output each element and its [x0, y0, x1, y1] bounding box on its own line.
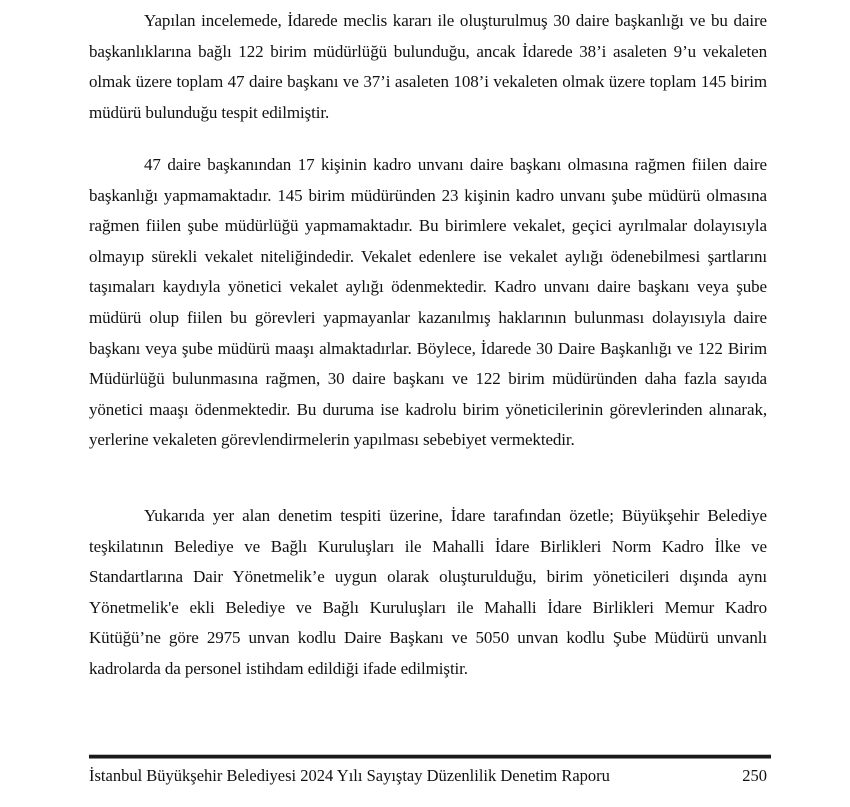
page-number: 250: [742, 766, 767, 785]
footer-report-title: İstanbul Büyükşehir Belediyesi 2024 Yılı Sayıştay Düzenlilik Denetim Raporu: [89, 766, 610, 785]
page-footer: [89, 766, 771, 786]
footer-divider: [89, 755, 771, 758]
paragraph-details: 47 daire başkanından 17 kişinin kadro unvanı daire başkanı olmasına rağmen fiilen daire başkanlığı yapmamaktadır. 145 birim müdüründen 23 kişinin kadro unvanı şube müdürü olmasına rağmen fiilen şube müdürlüğü yapmamaktadır. Bu birimlere vekalet, geçici ayrılmalar dolayısıyla olmayıp sürekli vekalet niteliğindedir. Vekalet edenlere ise vekalet aylığı ödenebilmesi şartlarını taşımaları kaydıyla yönetici vekalet aylığı ödenmektedir. Kadro unvanı daire başkanı veya şube müdürü olup fiilen bu görevleri yapmayanlar kazanılmış haklarının bulunması dolayısıyla daire başkanı veya şube müdürü maaşı almaktadırlar. Böylece, İdarede 30 Daire Başkanlığı ve 122 Birim Müdürlüğü bulunmasına rağmen, 30 daire başkanı ve 122 birim müdüründen daha fazla sayıda yönetici maaşı ödenmektedir. Bu duruma ise kadrolu birim yöneticilerinin görevlerinden alınarak, yerlerine vekaleten görevlendirmelerin yapılması sebebiyet vermektedir.: [89, 155, 767, 450]
paragraph-findings: Yapılan incelemede, İdarede meclis kararı ile oluşturulmuş 30 daire başkanlığı ve bu daire başkanlıklarına bağlı 122 birim müdürlüğü bulunduğu, ancak İdarede 38’i asaleten 9’u vekaleten olmak üzere toplam 47 daire başkanı ve 37’i asaleten 108’i vekaleten olmak üzere toplam 145 birim müdürü bulunduğu tespit edilmiştir.: [89, 11, 767, 122]
paragraph-administration-response: Yukarıda yer alan denetim tespiti üzerine, İdare tarafından özetle; Büyükşehir Belediye teşkilatının Belediye ve Bağlı Kuruluşları ile Mahalli İdare Birlikleri Norm Kadro İlke ve Standartlarına Dair Yönetmelik’e uygun olarak oluşturulduğu, birim yöneticileri dışında aynı Yönetmelik'e ekli Belediye ve Bağlı Kuruluşları ile Mahalli İdare Birlikleri Memur Kadro Kütüğü’ne göre 2975 unvan kodlu Daire Başkanı ve 5050 unvan kodlu Şube Müdürü unvanlı kadrolarda da personel istihdam edildiği ifade edilmiştir.: [89, 506, 767, 678]
